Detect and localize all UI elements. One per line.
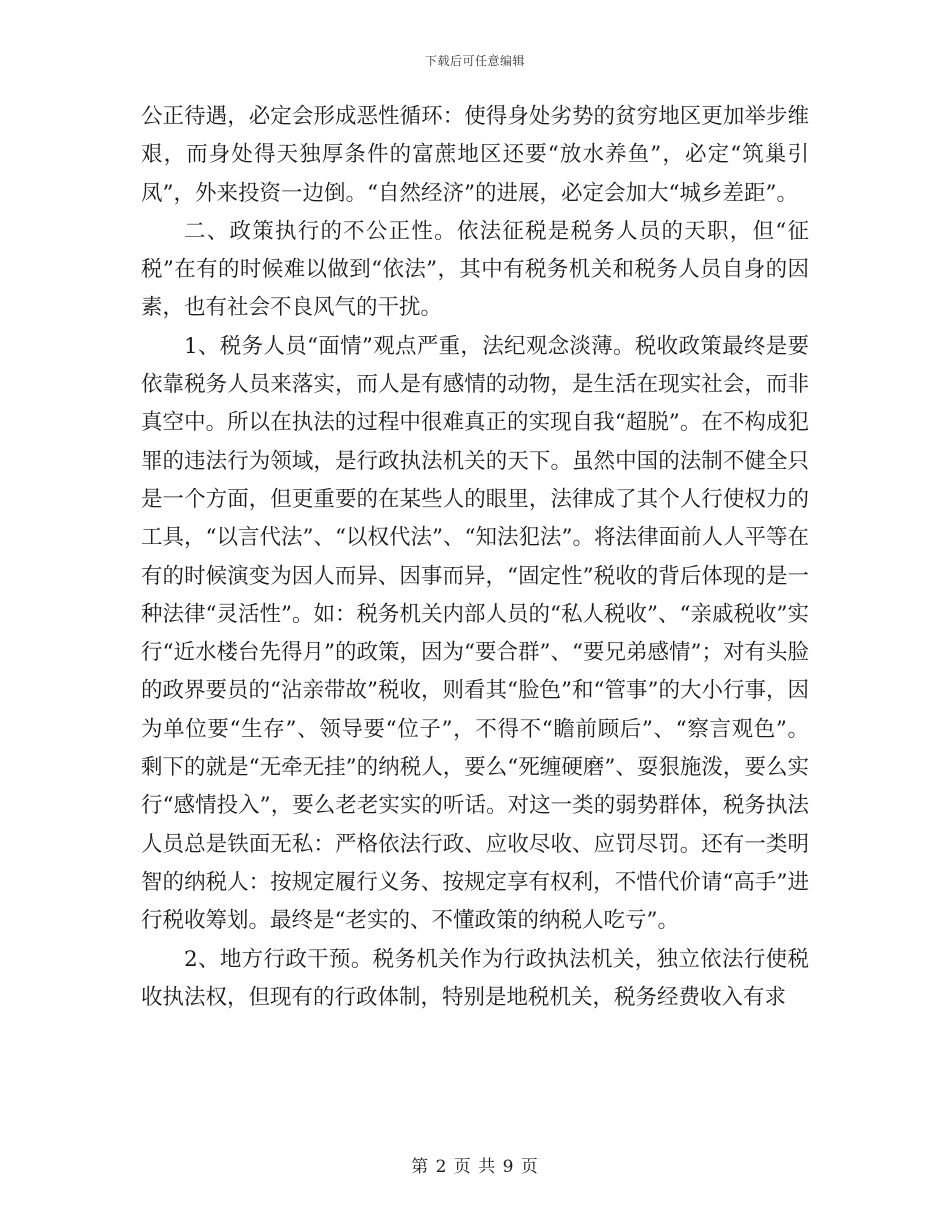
paragraph-4: 2、地方行政干预。税务机关作为行政执法机关，独立依法行使税收执法权，但现有的行政体制，特别是地税机关，税务经费收入有求 bbox=[141, 946, 809, 1010]
paragraph-1: 公正待遇，必定会形成恶性循环：使得身处劣势的贫穷地区更加举步维艰，而身处得天独厚条件的富蔗地区还要“放水养鱼”，必定“筑巢引凤”，外来投资一边倒。“自然经济”的进展，必定会加大“城乡差距”。 bbox=[141, 104, 809, 206]
document-body bbox=[141, 98, 809, 1017]
paragraph-3: 1、税务人员“面情”观点严重，法纪观念淡薄。税收政策最终是要依靠税务人员来落实，而人是有感情的动物，是生活在现实社会，而非真空中。所以在执法的过程中很难真正的实现自我“超脱”。在不构成犯罪的违法行为领域，是行政执法机关的天下。虽然中国的法制不健全只是一个方面，但更重要的在某些人的眼里，法律成了其个人行使权力的工具，“以言代法”、“以权代法”、“知法犯法”。将法律面前人人平等在有的时候演变为因人而异、因事而异，“固定性”税收的背后体现的是一种法律“灵活性”。如：税务机关内部人员的“私人税收”、“亲戚税收”实行“近水楼台先得月”的政策，因为“要合群”、“要兄弟感情”；对有头脸的政界要员的“沾亲带故”税收，则看其“脸色”和“管事”的大小行事，因为单位要“生存”、领导要“位子”，不得不“瞻前顾后”、“察言观色”。剩下的就是“无牵无挂”的纳税人，要么“死缠硬磨”、耍狠施泼，要么实行“感情投入”，要么老老实实的听话。对这一类的弱势群体，税务执法人员总是铁面无私：严格依法行政、应收尽收、应罚尽罚。还有一类明智的纳税人：按规定履行义务、按规定享有权利，不惜代价请“高手”进行税收筹划。最终是“老实的、不懂政策的纳税人吃亏”。 bbox=[141, 333, 809, 934]
paragraph-2: 二、政策执行的不公正性。依法征税是税务人员的天职，但“征税”在有的时候难以做到“依法”，其中有税务机关和税务人员自身的因素，也有社会不良风气的干扰。 bbox=[141, 218, 809, 321]
page-header: 下载后可任意编辑 bbox=[424, 54, 525, 68]
page-number-footer: 第 2 页 共 9 页 bbox=[411, 1157, 539, 1177]
